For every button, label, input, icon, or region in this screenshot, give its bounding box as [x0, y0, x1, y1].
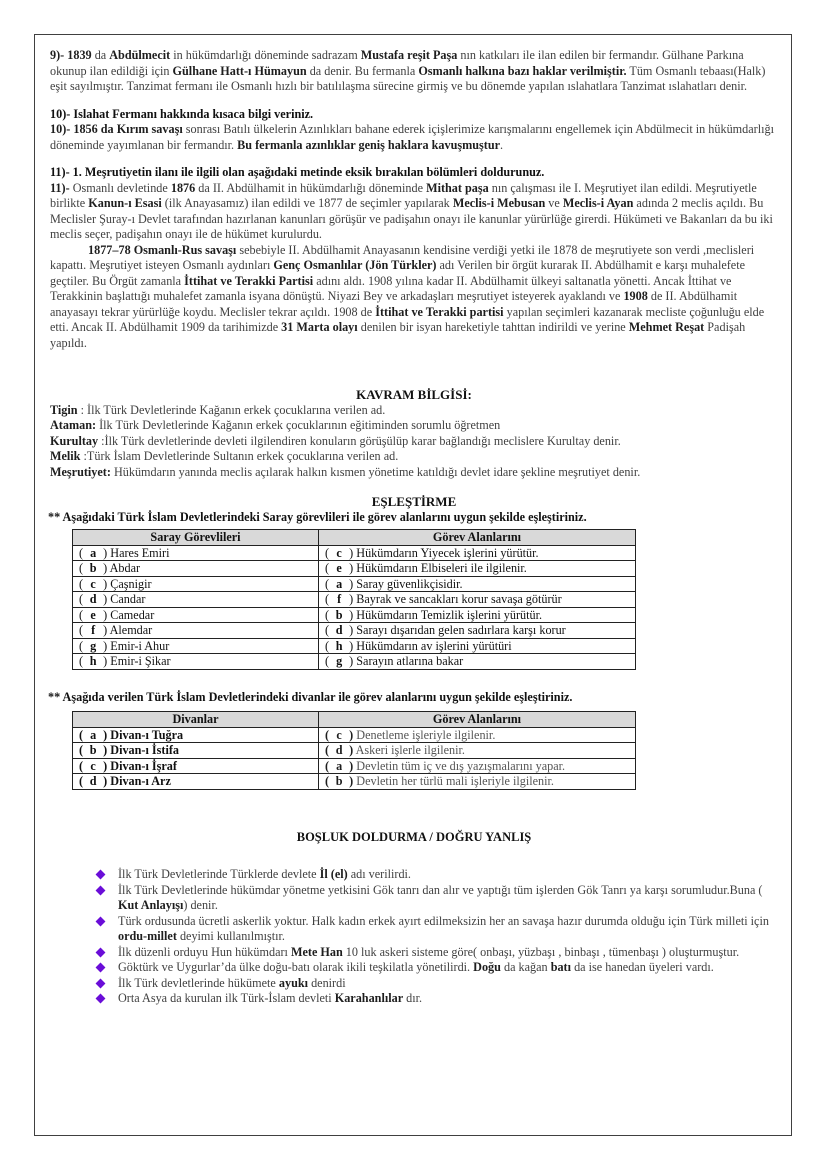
kavram-item: Ataman: İlk Türk Devletlerinde Kağanın erkek çocuklarının eğitiminden sorumlu öğretmen — [50, 418, 501, 432]
table-header-row — [73, 530, 636, 546]
table-cell: ( d ) Sarayı dışarıdan gelen sadırlara karşı korur — [319, 623, 636, 639]
list-item: İlk düzenli orduyu Hun hükümdarı Mete Han 10 luk askeri sisteme göre( onbaşı, yüzbaşı , binbaşı , tümenbaşı ) oluşturmuştur. — [94, 945, 778, 961]
table-row — [73, 576, 636, 592]
table-cell: ( f ) Bayrak ve sancakları korur savaşa götürür — [319, 592, 636, 608]
table-header-row — [73, 712, 636, 728]
table-cell: ( g ) Emir-i Ahur — [73, 638, 319, 654]
table-header: Saray Görevlileri — [73, 530, 319, 546]
answer-9: 9)- 1839 da Abdülmecit in hükümdarlığı döneminde sadrazam Mustafa reşit Paşa nın katkıları ile ilan edilen bir fermandır. Gülhane Parkına okunup ilan edildiği için Gülhane Hatt-ı Hümayun da denir. Bu fermanla Osmanlı halkına bazı haklar verilmiştir. Tüm Osmanlı tebaası(Halk) eşit sayılmıştır. Tanzimat fermanı ile Osmanlı hızlı bir batılılaşma sürecine girmiş ve bu dönemde yapılan ıslahatlara Tanzimat ıslahatları denir. — [50, 48, 766, 93]
table-cell: ( h ) Hükümdarın av işlerini yürütüri — [319, 638, 636, 654]
list-item: Göktürk ve Uygurlar’da ülke doğu-batı olarak ikili teşkilatla yönetilirdi. Doğu da kağan batı da ise hanedan üyeleri vardı. — [94, 960, 778, 976]
diamond-bullet-icon — [96, 963, 106, 973]
table-header: Divanlar — [73, 712, 319, 728]
divanlar-table — [72, 711, 636, 790]
table-row — [73, 638, 636, 654]
table-row — [73, 727, 636, 743]
table-cell: ( h ) Emir-i Şikar — [73, 654, 319, 670]
table-cell: ( a ) Devletin tüm iç ve dış yazışmalarını yapar. — [319, 758, 636, 774]
kavram-title: KAVRAM BİLGİSİ: — [356, 387, 472, 402]
diamond-bullet-icon — [96, 917, 106, 927]
kavram-item: Tigin : İlk Türk Devletlerinde Kağanın erkek çocuklarına verilen ad. — [50, 402, 386, 417]
table-cell: ( e ) Camedar — [73, 607, 319, 623]
list-item: İlk Türk devletlerinde hükümete ayukı denirdi — [94, 976, 778, 992]
table-header: Görev Alanlarını — [319, 530, 636, 546]
list-item: İlk Türk Devletlerinde hükümdar yönetme yetkisini Gök tanrı dan alır ve yaptığı tüm işlerden Gök Tanrı ya karşı sorumludur.Buna ( Kut Anlayışı) denir. — [94, 883, 778, 914]
table-row — [73, 545, 636, 561]
eslestirme-title: EŞLEŞTİRME — [371, 494, 457, 509]
answer-11-paragraph-2: 1877–78 Osmanlı-Rus savaşı sebebiyle II. Abdülhamit Anayasanın kendisine verdiği yetki ile 1878 de meşrutiyete son verdi ,meclisleri kapattı. Meşrutiyet isteyen Osmanlı aydınları Genç Osmanlılar (Jön Türkler) adı Verilen bir örgüt kurarak II. Abdülhamit e karşı muhalefete geçtiler. Bu Örgüt zamanla İttihat ve Terakki Partisi adını aldı. 1908 yılına kadar II. Abdülhamit ülkeyi saltanatla yönetti. Ancak İttihat ve Terakkinin başlattığı muhalefet zamanla isyana dönüştü. Niyazi Bey ve arkadaşları meşrutiyet isteyerek ayaklandı ve 1908 de II. Abdülhamit anayasayı tekrar yürürlüğe koydu. Meclisler tekrar açıldı. 1908 de İttihat ve Terakki partisi yapılan seçimleri kazanarak mecliste çoğunluğu elde etti. Ancak II. Abdülhamit 1909 da tarihimizde 31 Marta olayı denilen bir isyan hareketiyle tahttan indirildi ve yerine Mehmet Reşat Padişah yapıldı. — [50, 242, 765, 350]
diamond-bullet-icon — [96, 870, 106, 880]
table-row — [73, 623, 636, 639]
diamond-bullet-icon — [96, 886, 106, 896]
table-cell: ( b ) Hükümdarın Temizlik işlerini yürütür. — [319, 607, 636, 623]
list-item: İlk Türk Devletlerinde Türklerde devlete İl (el) adı verilirdi. — [94, 867, 778, 883]
kavram-item: Meşrutiyet: Hükümdarın yanında meclis açılarak halkın kısmen yönetime katıldığı devlet idare şekline meşrutiyet denir. — [50, 464, 641, 479]
table-cell: ( g ) Sarayın atlarına bakar — [319, 654, 636, 670]
table-row — [73, 743, 636, 759]
bosluk-list — [50, 867, 778, 1007]
table-row — [73, 654, 636, 670]
table-row — [73, 607, 636, 623]
table-cell: ( b ) Abdar — [73, 561, 319, 577]
kavram-item: Kurultay :İlk Türk devletlerinde devleti ilgilendiren konuların görüşülüp karar bağlandığı meclislere Kurultay denir. — [50, 433, 621, 448]
table-cell: ( b ) Devletin her türlü mali işleriyle ilgilenir. — [319, 774, 636, 790]
bosluk-title: BOŞLUK DOLDURMA / DOĞRU YANLIŞ — [296, 829, 532, 844]
table-cell: ( b ) Divan-ı İstifa — [73, 743, 319, 759]
table-cell: ( d ) Candar — [73, 592, 319, 608]
saray-gorevlileri-table — [72, 529, 636, 670]
diamond-bullet-icon — [96, 948, 106, 958]
kavram-list — [50, 403, 778, 481]
table-row — [73, 592, 636, 608]
table-header: Görev Alanlarını — [319, 712, 636, 728]
table-cell: ( d ) Divan-ı Arz — [73, 774, 319, 790]
answer-11-paragraph-1: 11)- Osmanlı devletinde 1876 da II. Abdülhamit in hükümdarlığı döneminde Mithat paşa nın çalışması ile I. Meşrutiyet ilan edildi. Meşrutiyetle birlikte Kanun-ı Esasi (ilk Anayasamız) ilan edildi ve 1877 de seçimler yapılarak Meclis-i Mebusan ve Meclis-i Ayan adında 2 meclis açıldı. Bu Meclisler Şuray-ı Devlet tarafından hazırlanan kanunları görüşür ve padişahın onayı ile kanunlar yürürlüğe girerdi. Hükümeti ve Bakanları da bu iki meclis seçer, padişahın onayı ile de hükümet kurulurdu. — [50, 180, 773, 241]
table-cell: ( e ) Hükümdarın Elbiseleri ile ilgilenir. — [319, 561, 636, 577]
table-cell: ( a ) Saray güvenlikçisidir. — [319, 576, 636, 592]
table-cell: ( c ) Denetleme işleriyle ilgilenir. — [319, 727, 636, 743]
answer-10: 10)- 1856 da Kırım savaşı sonrası Batılı ülkelerin Azınlıkları bahane ederek içişlerimize karışmalarını engellemek için Abdülmecit in hükümdarlığı döneminde yayımlanan bir fermandır. Bu fermanla azınlıklar geniş haklara kavuşmuştur. — [50, 122, 774, 152]
table-row — [73, 561, 636, 577]
question-10: 10)- Islahat Fermanı hakkında kısaca bilgi veriniz. — [50, 106, 314, 121]
document-body — [50, 48, 778, 1007]
eslestirme-instruction-2: ** Aşağıda verilen Türk İslam Devletlerindeki divanlar ile görev alanlarını uygun şekilde eşleştiriniz. — [48, 689, 573, 704]
table-row — [73, 758, 636, 774]
table-cell: ( f ) Alemdar — [73, 623, 319, 639]
kavram-item: Melik :Türk İslam Devletlerinde Sultanın erkek çocuklarına verilen ad. — [50, 449, 399, 463]
table-cell: ( a ) Hares Emiri — [73, 545, 319, 561]
eslestirme-instruction-1: ** Aşağıdaki Türk İslam Devletlerindeki Saray görevlileri ile görev alanlarını uygun şekilde eşleştiriniz. — [48, 509, 587, 524]
diamond-bullet-icon — [96, 979, 106, 989]
table-row — [73, 774, 636, 790]
table-cell: ( c ) Hükümdarın Yiyecek işlerini yürütür. — [319, 545, 636, 561]
list-item: Orta Asya da kurulan ilk Türk-İslam devleti Karahanlılar dır. — [94, 991, 778, 1007]
table-cell: ( d ) Askeri işlerle ilgilenir. — [319, 743, 636, 759]
question-11: 11)- 1. Meşrutiyetin ilanı ile ilgili olan aşağıdaki metinde eksik bırakılan bölümleri doldurunuz. — [50, 165, 545, 179]
table-cell: ( a ) Divan-ı Tuğra — [73, 727, 319, 743]
table-cell: ( c ) Divan-ı İşraf — [73, 758, 319, 774]
diamond-bullet-icon — [96, 994, 106, 1004]
list-item: Türk ordusunda ücretli askerlik yoktur. Halk kadın erkek ayırt edilmeksizin her an savaşa hazır durumda olduğu için Türk milleti için ordu-millet deyimi kullanılmıştır. — [94, 914, 778, 945]
table-cell: ( c ) Çaşnigir — [73, 576, 319, 592]
